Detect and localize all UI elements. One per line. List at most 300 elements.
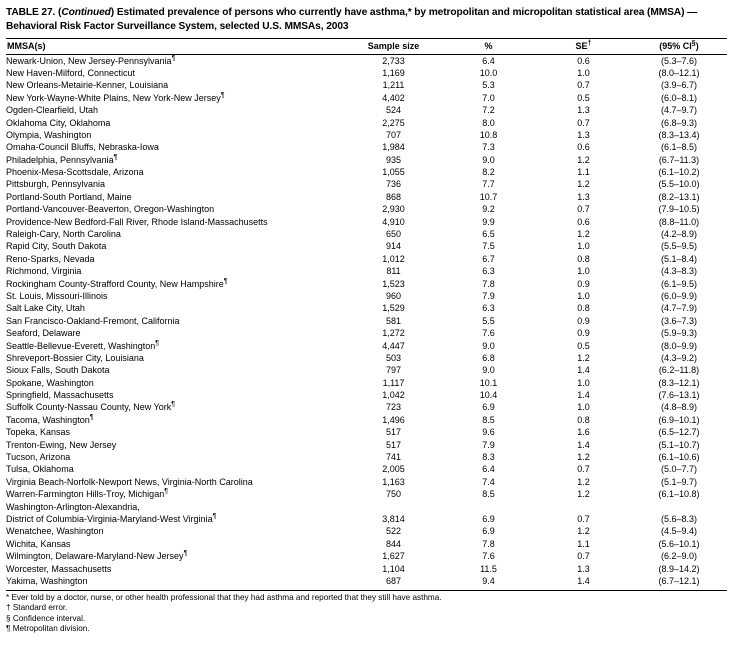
cell-percent: 7.6 — [482, 551, 495, 562]
cell-percent: 10.7 — [479, 191, 498, 202]
cell-se: 0.8 — [577, 253, 590, 264]
table-row — [6, 179, 727, 191]
cell-mmsa-name — [6, 402, 346, 414]
footnote-text: Metropolitan division. — [12, 624, 90, 634]
cell-ci: (6.0–8.1) — [660, 92, 698, 103]
table-row — [6, 526, 727, 538]
title-prefix: TABLE 27. ( — [6, 7, 62, 18]
cell-mmsa-name — [6, 290, 346, 302]
cell-percent: 8.2 — [482, 167, 495, 178]
cell-se: 0.5 — [577, 92, 590, 103]
cell-mmsa-name — [6, 439, 346, 451]
cell-se: 0.7 — [577, 204, 590, 215]
table-row — [6, 377, 727, 389]
cell-sample-size: 650 — [385, 229, 402, 240]
cell-percent — [441, 501, 536, 513]
table-row — [6, 55, 727, 68]
cell-ci: (6.8–9.3) — [660, 117, 698, 128]
footnote-marker: ¶ — [171, 54, 176, 62]
mmsa-label: San Francisco-Oakland-Fremont, California — [6, 315, 180, 326]
cell-mmsa-name — [6, 278, 346, 290]
cell-se: 1.4 — [577, 365, 590, 376]
table-row — [6, 253, 727, 265]
cell-mmsa-name — [6, 253, 346, 265]
cell-percent: 10.4 — [479, 390, 498, 401]
table-row — [6, 538, 727, 550]
mmsa-label: St. Louis, Missouri-Illinois — [6, 290, 108, 301]
cell-ci: (5.5–9.5) — [660, 241, 698, 252]
mmsa-label: Topeka, Kansas — [6, 427, 71, 438]
footnote-marker: ¶ — [183, 550, 188, 558]
table-row — [6, 352, 727, 364]
cell-ci: (5.9–9.3) — [660, 328, 698, 339]
cell-sample-size: 517 — [385, 427, 402, 438]
cell-percent: 7.8 — [482, 278, 495, 289]
cell-mmsa-name — [6, 266, 346, 278]
cell-sample-size: 914 — [385, 241, 402, 252]
cell-sample-size: 1,272 — [382, 328, 405, 339]
cell-sample-size: 1,984 — [382, 142, 405, 153]
cell-se: 1.4 — [577, 575, 590, 586]
cell-percent: 6.4 — [482, 55, 495, 66]
mmsa-label: Wilmington, Delaware-Maryland-New Jersey — [6, 551, 184, 562]
mmsa-label: Philadelphia, Pennsylvania — [6, 154, 114, 165]
table-row — [6, 476, 727, 488]
cell-percent: 10.8 — [479, 129, 498, 140]
cell-sample-size: 687 — [385, 575, 402, 586]
cell-se — [536, 501, 631, 513]
cell-sample-size: 707 — [385, 129, 402, 140]
cell-percent: 8.0 — [482, 117, 495, 128]
cell-sample-size: 2,275 — [382, 117, 405, 128]
cell-sample-size: 1,523 — [382, 278, 405, 289]
footnote-mark: * — [6, 592, 10, 602]
cell-sample-size: 1,055 — [382, 167, 405, 178]
cell-mmsa-name — [6, 452, 346, 464]
cell-se: 0.6 — [577, 55, 590, 66]
table-row — [6, 390, 727, 402]
cell-ci: (6.1–10.6) — [658, 452, 700, 463]
title-suffix: ) Estimated prevalence of persons who currently have asthma,* by metropolitan and micropolitan statistical area (MMSA) — Behavioral Risk Factor Surveillance System, selected U.S. MMSAs, 2003 — [6, 7, 698, 32]
cell-sample-size: 811 — [386, 266, 401, 277]
mmsa-label: Sioux Falls, South Dakota — [6, 365, 110, 376]
cell-se: 1.3 — [577, 105, 590, 116]
title-continued: Continued — [61, 7, 111, 18]
cell-sample-size: 2,005 — [382, 464, 405, 475]
mmsa-label: Raleigh-Cary, North Carolina — [6, 229, 121, 240]
cell-percent: 6.8 — [482, 352, 495, 363]
cell-percent: 7.9 — [482, 439, 495, 450]
mmsa-label: Tulsa, Oklahoma — [6, 464, 74, 475]
footnote-marker: ¶ — [89, 413, 94, 421]
cell-percent: 9.2 — [482, 204, 495, 215]
cell-se: 1.3 — [577, 191, 590, 202]
cell-percent: 9.6 — [482, 427, 495, 438]
cell-se: 0.7 — [577, 117, 590, 128]
table-row — [6, 216, 727, 228]
cell-sample-size: 1,169 — [382, 67, 405, 78]
cell-mmsa-name — [6, 427, 346, 439]
cell-se: 1.2 — [577, 476, 590, 487]
column-header-sample-size: Sample size — [346, 39, 441, 55]
table-row — [6, 563, 727, 575]
mmsa-label: Tucson, Arizona — [6, 452, 71, 463]
table-row — [6, 439, 727, 451]
cell-mmsa-name — [6, 390, 346, 402]
table-row — [6, 154, 727, 166]
cell-mmsa-name — [6, 117, 346, 129]
cell-ci: (6.1–10.2) — [658, 167, 700, 178]
footnote-marker: ¶ — [220, 91, 225, 99]
cell-mmsa-name — [6, 105, 346, 117]
footnote-mark: § — [6, 613, 11, 623]
cell-se: 1.2 — [577, 352, 590, 363]
table-row — [6, 464, 727, 476]
mmsa-label: Yakima, Washington — [6, 575, 88, 586]
cell-percent: 8.5 — [482, 489, 495, 500]
table-row — [6, 228, 727, 240]
footnotes — [6, 593, 727, 635]
cell-percent: 7.2 — [482, 105, 495, 116]
cell-sample-size — [346, 501, 441, 513]
cell-mmsa-name — [6, 352, 346, 364]
cell-mmsa-name — [6, 464, 346, 476]
cell-se: 1.0 — [577, 67, 590, 78]
cell-sample-size: 2,733 — [382, 55, 405, 66]
cell-percent: 11.5 — [480, 563, 497, 574]
cell-sample-size: 4,910 — [382, 216, 405, 227]
cell-se: 1.1 — [577, 538, 590, 549]
table-row — [6, 402, 727, 414]
cell-ci: (5.6–10.1) — [658, 538, 700, 549]
table-row — [6, 290, 727, 302]
cell-sample-size: 1,042 — [382, 390, 405, 401]
cell-ci: (5.3–7.6) — [660, 55, 698, 66]
cell-sample-size: 750 — [385, 489, 402, 500]
table-row — [6, 414, 727, 426]
cell-sample-size: 868 — [385, 191, 402, 202]
cell-ci: (5.1–9.7) — [660, 476, 698, 487]
page-title — [0, 0, 733, 33]
cell-mmsa-name — [6, 563, 346, 575]
footnote-text: Confidence interval. — [12, 613, 86, 623]
cell-se: 0.7 — [577, 464, 590, 475]
cell-ci: (5.6–8.3) — [660, 514, 698, 524]
cell-se: 1.3 — [577, 129, 590, 140]
cell-sample-size: 1,211 — [382, 80, 405, 91]
cell-mmsa-name — [6, 303, 346, 315]
footnote-marker: ¶ — [155, 339, 160, 347]
footnote-mark: † — [6, 603, 11, 613]
cell-se: 0.9 — [577, 278, 590, 289]
cell-percent: 7.9 — [482, 290, 495, 301]
mmsa-label: Seaford, Delaware — [6, 328, 81, 339]
cell-sample-size: 4,402 — [382, 92, 405, 103]
cell-sample-size: 503 — [385, 352, 402, 363]
cell-se: 0.6 — [577, 216, 590, 227]
cell-mmsa-name — [6, 55, 346, 68]
column-header-ci: (95% CI§) — [631, 39, 727, 55]
cell-mmsa-name — [6, 365, 346, 377]
table-row — [6, 551, 727, 563]
footnote-marker: ¶ — [223, 277, 228, 285]
cell-mmsa-name — [6, 328, 346, 340]
mmsa-label: Olympia, Washington — [6, 129, 92, 140]
mmsa-label: Springfield, Massachusetts — [6, 390, 114, 401]
cell-percent: 5.3 — [482, 80, 495, 91]
mmsa-label: Salt Lake City, Utah — [6, 303, 85, 314]
cell-ci: (3.6–7.3) — [660, 315, 698, 326]
cell-sample-size: 1,496 — [382, 414, 405, 425]
cell-ci: (8.3–12.1) — [658, 377, 700, 388]
mmsa-label: Virginia Beach-Norfolk-Newport News, Virginia-North Carolina — [6, 476, 253, 487]
cell-mmsa-name — [6, 179, 346, 191]
cell-ci: (8.2–13.1) — [658, 191, 700, 202]
cell-percent: 7.7 — [482, 179, 495, 190]
cell-ci: (6.2–11.8) — [658, 365, 700, 376]
cell-percent: 9.0 — [482, 154, 495, 165]
cell-mmsa-name — [6, 513, 346, 525]
table-row — [6, 452, 727, 464]
cell-se: 0.7 — [577, 80, 590, 91]
footnote-item — [6, 603, 727, 613]
mmsa-label: Seattle-Bellevue-Everett, Washington — [6, 340, 156, 351]
mmsa-label: Richmond, Virginia — [6, 266, 82, 277]
cell-percent: 6.3 — [482, 266, 495, 277]
cell-ci: (6.2–9.0) — [660, 551, 698, 562]
table-row — [6, 427, 727, 439]
cell-mmsa-name — [6, 80, 346, 92]
table-row — [6, 501, 727, 513]
footnote-item — [6, 593, 727, 603]
cell-sample-size: 581 — [385, 315, 402, 326]
cell-se: 1.1 — [577, 167, 590, 178]
cell-mmsa-name — [6, 67, 346, 79]
cell-mmsa-name — [6, 204, 346, 216]
table-row — [6, 167, 727, 179]
cell-se: 0.7 — [577, 551, 590, 562]
mmsa-label: Phoenix-Mesa-Scottsdale, Arizona — [6, 167, 144, 178]
footnote-text: Ever told by a doctor, nurse, or other health professional that they had asthma and reported that they still have asthma. — [11, 592, 442, 602]
cell-percent: 8.5 — [482, 414, 495, 425]
cell-se: 1.0 — [577, 377, 590, 388]
cell-ci: (5.0–7.7) — [660, 464, 698, 475]
mmsa-label: New York-Wayne-White Plains, New York-New Jersey — [6, 92, 221, 103]
footnote-marker: ¶ — [171, 401, 176, 409]
cell-se: 1.0 — [577, 290, 590, 301]
cell-ci: (8.9–14.2) — [658, 563, 700, 574]
mmsa-label: Portland-Vancouver-Beaverton, Oregon-Washington — [6, 204, 215, 215]
cell-percent: 9.4 — [482, 575, 495, 586]
mmsa-label: Ogden-Clearfield, Utah — [6, 105, 99, 116]
mmsa-label: District of Columbia-Virginia-Maryland-West Virginia — [6, 514, 213, 524]
column-header-se: SE† — [536, 39, 631, 55]
cell-ci: (6.0–9.9) — [660, 290, 698, 301]
cell-ci: (8.0–9.9) — [660, 340, 698, 351]
footnote-text: Standard error. — [12, 603, 68, 613]
cell-sample-size: 1,163 — [382, 476, 405, 487]
cell-se: 0.9 — [577, 328, 590, 339]
cell-ci: (6.1–8.5) — [660, 142, 698, 153]
cell-sample-size: 797 — [385, 365, 402, 376]
table-row — [6, 315, 727, 327]
cell-sample-size: 522 — [385, 526, 402, 537]
footnote-item — [6, 614, 727, 624]
mmsa-label: Spokane, Washington — [6, 377, 94, 388]
footnote-item — [6, 624, 727, 634]
cell-sample-size: 4,447 — [382, 340, 405, 351]
cell-ci: (5.1–10.7) — [658, 439, 700, 450]
table-row — [6, 117, 727, 129]
cell-mmsa-name — [6, 551, 346, 563]
cell-ci: (6.1–9.5) — [660, 278, 698, 289]
cell-sample-size: 723 — [385, 402, 402, 413]
mmsa-label: New Orleans-Metairie-Kenner, Louisiana — [6, 80, 169, 91]
cell-ci: (7.6–13.1) — [658, 390, 700, 401]
cell-mmsa-name — [6, 142, 346, 154]
mmsa-label: New Haven-Milford, Connecticut — [6, 67, 136, 78]
cell-ci: (4.3–9.2) — [660, 352, 698, 363]
cell-se: 1.2 — [577, 526, 590, 537]
table-bottom-rule — [6, 590, 727, 591]
cell-mmsa-name — [6, 191, 346, 203]
cell-se: 1.0 — [577, 402, 590, 413]
cell-mmsa-name — [6, 526, 346, 538]
cell-mmsa-name — [6, 575, 346, 587]
cell-se: 1.2 — [577, 154, 590, 165]
cell-ci: (8.0–12.1) — [658, 67, 700, 78]
cell-se: 1.4 — [577, 390, 590, 401]
cell-mmsa-name — [6, 154, 346, 166]
cell-ci: (6.7–11.3) — [658, 154, 700, 165]
cell-mmsa-name — [6, 92, 346, 104]
cell-sample-size: 741 — [385, 452, 402, 463]
mmsa-label: Trenton-Ewing, New Jersey — [6, 439, 117, 450]
mmsa-label: Providence-New Bedford-Fall River, Rhode Island-Massachusetts — [6, 216, 268, 227]
asthma-prevalence-table — [6, 38, 727, 588]
cell-percent: 7.8 — [482, 538, 495, 549]
cell-ci: (5.1–8.4) — [660, 253, 698, 264]
cell-se: 1.2 — [577, 179, 590, 190]
cell-ci: (5.5–10.0) — [658, 179, 700, 190]
table-row — [6, 129, 727, 141]
cell-se: 1.6 — [577, 427, 590, 438]
cell-percent: 6.9 — [482, 402, 495, 413]
footnote-marker: ¶ — [212, 513, 217, 520]
cell-sample-size: 524 — [385, 105, 402, 116]
cell-sample-size: 935 — [385, 154, 402, 165]
cell-percent: 8.3 — [482, 452, 495, 463]
cell-mmsa-name — [6, 315, 346, 327]
mmsa-label: Pittsburgh, Pennsylvania — [6, 179, 106, 190]
mmsa-label: Omaha-Council Bluffs, Nebraska-Iowa — [6, 142, 159, 153]
cell-percent: 9.0 — [482, 365, 495, 376]
cell-sample-size: 3,814 — [382, 514, 405, 524]
table-row — [6, 575, 727, 587]
cell-percent: 10.0 — [479, 67, 498, 78]
cell-se: 0.5 — [577, 340, 590, 351]
table-row — [6, 191, 727, 203]
table-row — [6, 328, 727, 340]
cell-percent: 10.1 — [479, 377, 498, 388]
cell-ci: (7.9–10.5) — [658, 204, 700, 215]
cell-ci: (6.7–12.1) — [658, 575, 700, 586]
mmsa-label: Oklahoma City, Oklahoma — [6, 117, 111, 128]
table-row — [6, 142, 727, 154]
cell-mmsa-name — [6, 538, 346, 550]
cell-ci: (6.5–12.7) — [658, 427, 700, 438]
table-row — [6, 513, 727, 525]
cell-percent: 6.4 — [482, 464, 495, 475]
cell-mmsa-name — [6, 489, 346, 501]
cell-percent: 7.0 — [482, 92, 495, 103]
cell-ci: (4.7–9.7) — [660, 105, 698, 116]
cell-percent: 7.5 — [482, 241, 495, 252]
cell-mmsa-name — [6, 501, 346, 513]
cell-sample-size: 1,117 — [382, 377, 405, 388]
cell-percent: 7.3 — [482, 142, 495, 153]
footnote-mark: ¶ — [6, 624, 11, 634]
cell-se: 1.2 — [577, 229, 590, 240]
cell-se: 0.9 — [577, 315, 590, 326]
cell-sample-size: 1,012 — [382, 253, 405, 264]
column-header-mmsa: MMSA(s) — [6, 39, 346, 55]
cell-mmsa-name — [6, 340, 346, 352]
mmsa-label: Warren-Farmington Hills-Troy, Michigan — [6, 489, 165, 500]
table-row — [6, 80, 727, 92]
cell-se: 1.0 — [577, 241, 590, 252]
cell-percent: 7.4 — [482, 476, 495, 487]
mmsa-label: Shreveport-Bossier City, Louisiana — [6, 352, 144, 363]
cell-se: 0.6 — [577, 142, 590, 153]
mmsa-label: Rapid City, South Dakota — [6, 241, 107, 252]
cell-ci: (6.1–10.8) — [658, 489, 700, 500]
column-header-percent: % — [441, 39, 536, 55]
table-row — [6, 489, 727, 501]
cell-sample-size: 1,104 — [382, 563, 405, 574]
table-row — [6, 204, 727, 216]
cell-percent: 7.6 — [482, 328, 495, 339]
cell-percent: 6.9 — [482, 514, 495, 524]
cell-se: 0.8 — [577, 414, 590, 425]
table-body — [6, 55, 727, 588]
cell-percent: 6.5 — [482, 229, 495, 240]
cell-percent: 9.9 — [482, 216, 495, 227]
cell-sample-size: 844 — [385, 538, 402, 549]
cell-sample-size: 960 — [385, 290, 402, 301]
cell-ci: (4.8–8.9) — [660, 402, 698, 413]
cell-ci: (4.2–8.9) — [660, 229, 698, 240]
cell-se: 0.8 — [577, 303, 590, 314]
mmsa-label: Reno-Sparks, Nevada — [6, 253, 95, 264]
mmsa-label: Worcester, Massachusetts — [6, 563, 112, 574]
table-row — [6, 241, 727, 253]
mmsa-label: Washington-Arlington-Alexandria, — [6, 501, 140, 512]
footnote-marker: ¶ — [164, 488, 168, 496]
cell-sample-size: 1,627 — [382, 551, 405, 562]
cell-percent: 6.7 — [482, 253, 495, 264]
cell-mmsa-name — [6, 228, 346, 240]
cell-se: 1.0 — [577, 266, 590, 277]
cell-sample-size: 736 — [385, 179, 402, 190]
cell-percent: 6.3 — [482, 303, 495, 314]
cell-se: 1.2 — [577, 489, 590, 500]
cell-ci: (4.5–9.4) — [660, 526, 698, 537]
cell-mmsa-name — [6, 241, 346, 253]
cell-percent: 6.9 — [482, 526, 495, 537]
cell-mmsa-name — [6, 476, 346, 488]
mmsa-label: Suffolk County-Nassau County, New York — [6, 402, 172, 413]
